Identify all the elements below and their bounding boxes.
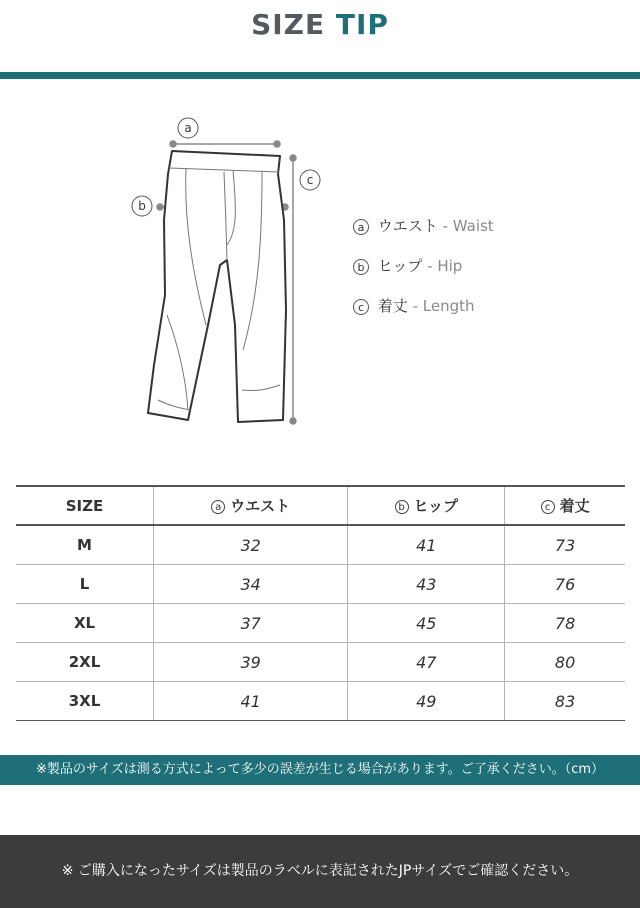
hip-cell: 43 [348,565,505,604]
label-a: a [184,121,192,135]
page-title [0,8,640,41]
size-cell: M [16,525,154,565]
hip-cell: 41 [348,525,505,565]
legend-en: Hip [437,257,463,275]
length-cell: 73 [505,525,625,565]
footer-note: ※ ご購入になったサイズは製品のラベルに表記されたJPサイズでご確認ください。 [0,835,640,908]
circled-c-icon: c [353,299,369,315]
header-length: c 着丈 [505,486,625,525]
length-cell: 83 [505,682,625,721]
table-header-row [16,486,625,525]
hip-cell: 45 [348,604,505,643]
legend-en: Length [422,297,475,315]
pants-diagram [120,110,330,440]
title-tip: TIP [335,8,389,41]
label-c: c [306,173,314,187]
legend-en: Waist [452,217,494,235]
waist-cell: 39 [154,643,348,682]
hip-cell: 49 [348,682,505,721]
table-row [16,565,625,604]
header-size: SIZE [16,486,154,525]
size-cell: 3XL [16,682,154,721]
legend-jp: ヒップ [377,257,423,275]
legend-jp: ウエスト [377,217,438,235]
table-row [16,604,625,643]
header-hip: b ヒップ [348,486,505,525]
waist-cell: 34 [154,565,348,604]
label-c-icon [300,170,320,190]
circled-b-icon: b [395,500,409,514]
waist-cell: 32 [154,525,348,565]
length-cell: 78 [505,604,625,643]
size-cell: 2XL [16,643,154,682]
waist-measure-end [274,141,280,147]
size-cell: L [16,565,154,604]
size-cell: XL [16,604,154,643]
waist-measure-start [170,141,176,147]
length-measure-start [290,155,296,161]
circled-c-icon: c [541,500,555,514]
label-b-icon [132,196,152,216]
waist-cell: 41 [154,682,348,721]
accent-bar [0,72,640,79]
legend-item-hip: b ヒップ - Hip [353,254,494,294]
label-a-icon [178,118,198,138]
size-table [16,485,625,721]
waist-cell: 37 [154,604,348,643]
label-b: b [138,199,146,213]
legend-item-waist: a ウエスト - Waist [353,214,494,254]
pants-outline [148,151,286,422]
legend-item-length: c 着丈 - Length [353,294,494,334]
measurement-legend [353,214,494,334]
legend-jp: 着丈 [377,297,408,315]
table-row [16,525,625,565]
header-waist: a ウエスト [154,486,348,525]
circled-a-icon: a [211,500,225,514]
length-cell: 76 [505,565,625,604]
table-row [16,643,625,682]
circled-a-icon: a [353,219,369,235]
measurement-note: ※製品のサイズは測る方式によって多少の誤差が生じる場合があります。ご了承ください。（cm） [0,755,640,785]
title-size: SIZE [251,8,326,41]
circled-b-icon: b [353,259,369,275]
length-cell: 80 [505,643,625,682]
hip-measure-start [157,204,163,210]
length-measure-end [290,418,296,424]
table-row [16,682,625,721]
hip-cell: 47 [348,643,505,682]
